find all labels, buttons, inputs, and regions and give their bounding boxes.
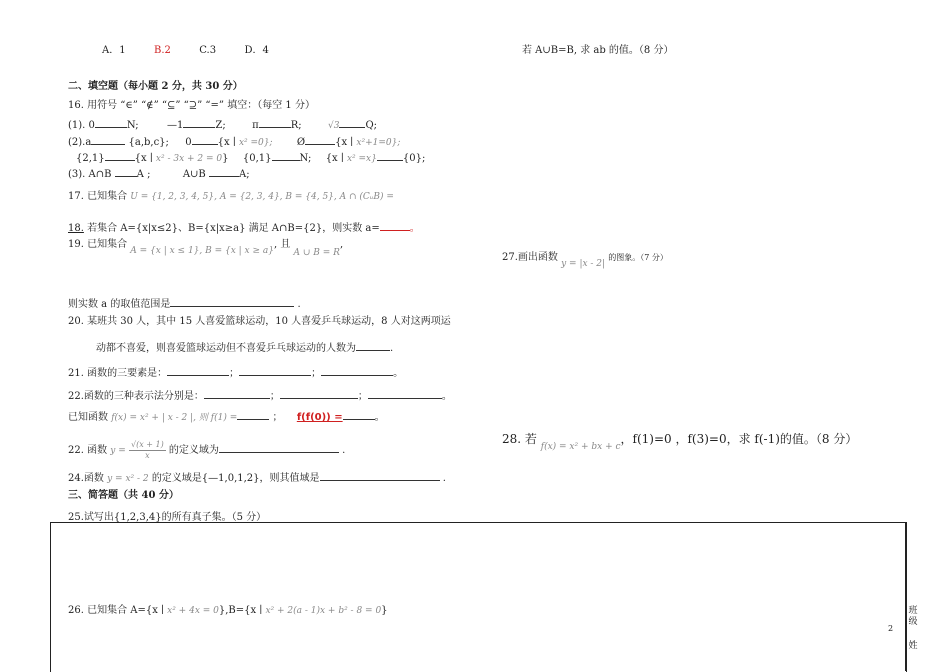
blank[interactable] (237, 409, 269, 420)
q22c-tail: . (342, 445, 346, 456)
q16-prompt: 16. 用符号 “∈” “∉” “⊆” “⊇” “=” 填空：（每空 1 分） (68, 100, 315, 111)
q26-prefix: 26. 已知集合 A={x ∣ (68, 605, 164, 616)
q18-tail: 。 (409, 223, 420, 234)
q24-tail: . (442, 473, 446, 484)
q28-func: f(x) = x² + bx + c (540, 442, 621, 452)
q24 (68, 470, 446, 486)
q19-set-a: A = {x | x ≤ 1} (130, 246, 200, 256)
blank[interactable] (380, 220, 410, 231)
q16-l2-p7: {x ∣ (335, 137, 354, 148)
q16-l1-p6: R; (290, 120, 302, 131)
q19-set-b: , B = {x | x ≥ a} (199, 246, 274, 256)
option-a: A．1 (102, 45, 126, 56)
q26-set-b: x² + 2(a - 1)x + b² - 8 = 0 (265, 606, 382, 616)
blank[interactable] (320, 470, 440, 481)
q16-l3-p9: {0}; (402, 153, 426, 164)
q16-l2-p5: x² =0}; (238, 138, 273, 148)
q16-l1-p4: Z; (215, 120, 226, 131)
options-row (102, 44, 269, 58)
q20-line2-text: 动都不喜爱，则喜爱篮球运动但不喜爱乒乓球运动的人数为 (96, 343, 356, 354)
q16-line1 (68, 117, 377, 133)
q19-range-tail: . (297, 299, 301, 310)
q19-tail: , (339, 239, 344, 250)
q16-l4-p1: (3). A∩B (68, 169, 112, 180)
blank[interactable] (170, 296, 294, 307)
q18-text: 若集合 A={x|x≤2}、B={x|x≥a} 满足 A∩B={2}，则实数 a= (87, 223, 380, 234)
q16-line4 (68, 166, 250, 182)
q22c-prefix: 22. 函数 (68, 445, 108, 456)
q22c (68, 438, 345, 464)
q16-l2-p8: x²+1=0}; (356, 138, 401, 148)
q19 (68, 238, 344, 258)
q26-mid: },B={x ∣ (218, 605, 263, 616)
q26-tail: } (381, 605, 388, 616)
q22a-sep2: ； (357, 391, 368, 402)
sidebar-label-2: 级 (908, 617, 918, 627)
q21-text: 21. 函数的三要素是： (68, 368, 168, 379)
q17 (68, 190, 394, 204)
blank[interactable] (339, 117, 365, 128)
q26-continuation: 若 A∪B=B, 求 ab 的值。（8 分） (522, 45, 674, 56)
q27-prefix: 27.画出函数 (502, 252, 558, 263)
q16-l3-p6: N; (299, 153, 312, 164)
q16-l2-p4: {x ∣ (217, 137, 236, 148)
q16-l3-p4: } (222, 153, 229, 164)
q24-prefix: 24.函数 (68, 473, 104, 484)
q21-sep1: ； (229, 368, 240, 379)
q22b-mid: ； (272, 412, 283, 423)
page-number: 2 (888, 624, 894, 633)
q19-cond: A ∪ B = R (293, 248, 340, 258)
blank[interactable] (280, 388, 358, 399)
q16-l2-p6: Ø (296, 137, 306, 148)
q16-l1-p5: π (252, 120, 259, 131)
q16-l2-p3: 0 (185, 137, 192, 148)
blank[interactable] (368, 388, 442, 399)
q16-line2 (68, 134, 400, 150)
blank[interactable] (167, 365, 229, 376)
blank[interactable] (192, 134, 218, 145)
q20-line1: 20. 某班共 30 人，其中 15 人喜爱篮球运动，10 人喜爱乒乓球运动，8 人对这两项运 (68, 316, 451, 327)
blank[interactable] (183, 117, 215, 128)
blank[interactable] (305, 134, 335, 145)
q16-l3-p7: {x ∣ (325, 153, 344, 164)
q22c-text: 的定义域为 (168, 445, 219, 456)
q22c-fraction (129, 440, 166, 461)
q16-l2-p2: {a,b,c}; (128, 137, 169, 148)
q22b-tail: 。 (374, 412, 385, 423)
q28-prefix: 28. 若 (502, 432, 537, 446)
blank[interactable] (321, 365, 393, 376)
q16-l3-p3: x² - 3x + 2 = 0 (155, 154, 223, 164)
q17-set-b: , B = {4, 5} (279, 192, 334, 202)
q16-l1-p7: √3 (327, 121, 340, 131)
q16-l4-p3: A∪B (182, 169, 206, 180)
blank[interactable] (115, 166, 137, 177)
q21-tail: 。 (393, 368, 404, 379)
q22b-prefix: 已知函数 (68, 412, 108, 423)
q22a (68, 388, 452, 404)
q16-line3 (76, 150, 425, 166)
q22c-num: √(x + 1) (130, 440, 164, 449)
q27-tail: 的图象。（7 分） (608, 253, 668, 262)
option-d: D．4 (244, 45, 269, 56)
q27 (502, 251, 668, 269)
sidebar-label-1: 班 (908, 606, 918, 616)
blank[interactable] (356, 340, 390, 351)
q19-mid: , 且 (273, 239, 291, 250)
q22a-text: 22.函数的三种表示法分别是： (68, 391, 204, 402)
q16-l3-p2: {x ∣ (134, 153, 153, 164)
option-c: C.3 (199, 45, 217, 56)
q16-l3-p8: x² =x} (346, 154, 377, 164)
q24-text: 的定义域是{—1,0,1,2}，则其值域是 (151, 473, 320, 484)
q27-func: y = |x - 2| (561, 259, 606, 269)
q18-num: 18. (68, 223, 84, 234)
blank[interactable] (259, 117, 291, 128)
blank[interactable] (272, 150, 300, 161)
q16-l3-p5: {0,1} (242, 153, 272, 164)
sidebar-label-3: 姓 (908, 641, 918, 651)
q24-func: y = x² - 2 (107, 474, 149, 484)
q16-l3-p1: {2,1} (76, 153, 105, 164)
q20-line2 (96, 340, 393, 356)
q20-tail: . (390, 343, 394, 354)
q17-prefix: 17. 已知集合 (68, 191, 128, 202)
q16-l1-p2: N; (126, 120, 139, 131)
answer-box (50, 522, 907, 672)
blank[interactable] (209, 166, 239, 177)
blank[interactable] (105, 150, 135, 161)
q19-range (68, 296, 301, 312)
option-b: B.2 (153, 45, 171, 56)
q22c-func: y = (110, 446, 126, 456)
blank[interactable] (204, 388, 270, 399)
q22c-den: x (145, 451, 150, 460)
q16-l2-p1: (2).a (68, 137, 92, 148)
q25: 25.试写出{1,2,3,4}的所有真子集。（5 分） (68, 512, 267, 523)
q22a-sep1: ； (269, 391, 280, 402)
q21 (68, 365, 403, 381)
blank[interactable] (91, 134, 125, 145)
blank[interactable] (95, 117, 127, 128)
q16-l4-p4: A; (238, 169, 250, 180)
q17-tail: , A ∩ (CᵤB) = (333, 192, 394, 202)
section3-title: 三、简答题（共 40 分） (68, 490, 179, 501)
q21-sep2: ； (311, 368, 322, 379)
blank[interactable] (239, 365, 311, 376)
q19-prefix: 19. 已知集合 (68, 239, 128, 250)
blank[interactable] (219, 442, 339, 453)
q16-l4-p2: A ; (136, 169, 151, 180)
q22b-red: f(f(0)) = (296, 412, 343, 423)
q16-l1-p8: Q; (365, 120, 378, 131)
section2-title: 二、填空题（每小题 2 分，共 30 分） (68, 81, 243, 92)
q22b (68, 409, 385, 425)
q19-range-text: 则实数 a 的取值范围是 (68, 299, 171, 310)
q16-l1-p1: (1). 0 (68, 120, 95, 131)
q17-set-a: , A = {2, 3, 4} (214, 192, 280, 202)
q16-l1-p3: —1 (167, 120, 184, 131)
blank[interactable] (343, 409, 375, 420)
q28 (502, 432, 858, 452)
blank[interactable] (377, 150, 403, 161)
q26-set-a: x² + 4x = 0 (167, 606, 219, 616)
q17-set-u: U = {1, 2, 3, 4, 5} (130, 192, 215, 202)
q28-tail: ，f(1)=0 ，f(3)=0，求 f(-1)的值。（8 分） (620, 432, 858, 446)
q22b-func: f(x) = x² + | x - 2 |, 则 f(1) = (111, 413, 238, 423)
q22a-tail: 。 (441, 391, 452, 402)
q18 (68, 220, 420, 236)
